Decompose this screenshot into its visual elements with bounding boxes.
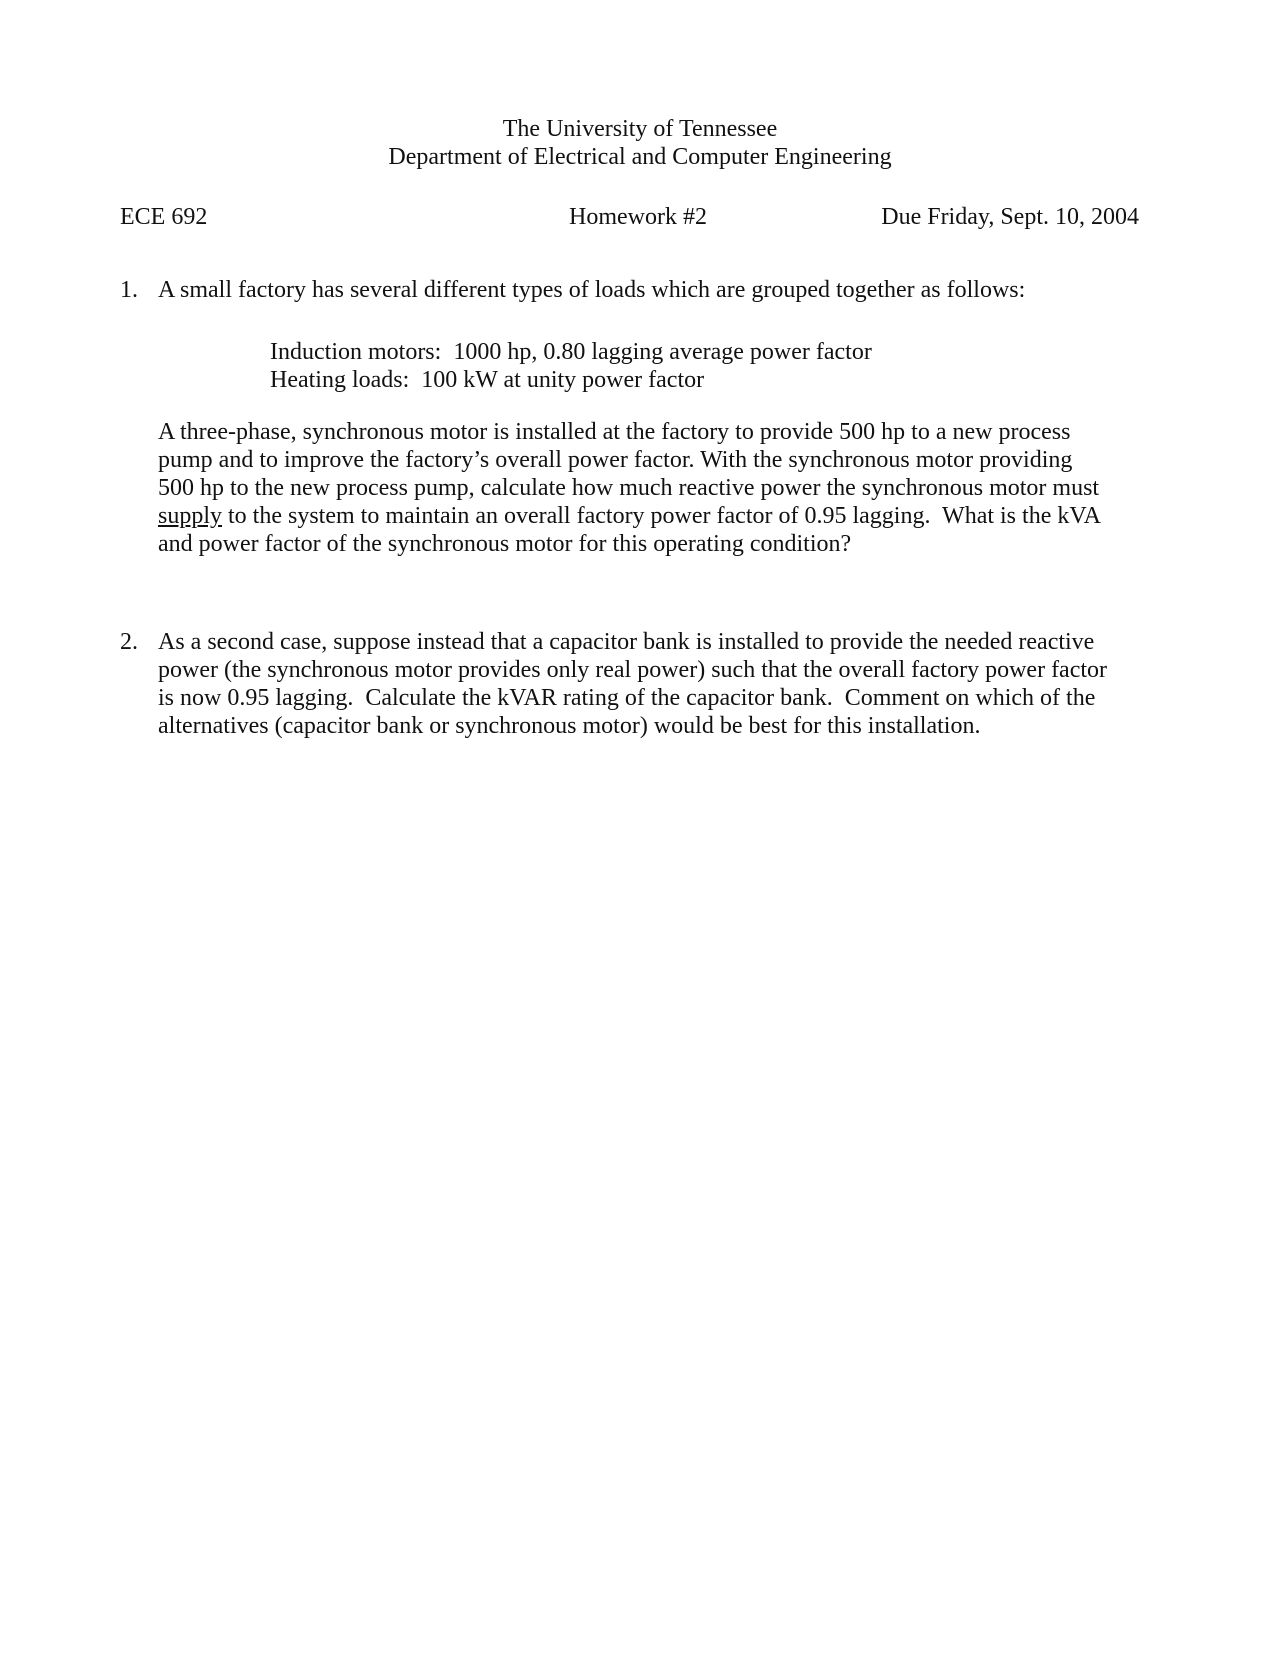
load-item-induction-motors: Induction motors: 1000 hp, 0.80 lagging average power factor bbox=[270, 339, 872, 365]
problem-2-line-2: power (the synchronous motor provides only real power) such that the overall factory power factor bbox=[158, 657, 1108, 683]
university-name: The University of Tennessee bbox=[502, 116, 778, 142]
problem-1 bbox=[120, 276, 1165, 304]
problem-2-body bbox=[158, 628, 1165, 740]
problem-1-line-4 bbox=[158, 502, 1158, 530]
problem-1-line-5: and power factor of the synchronous motor for this operating condition? bbox=[158, 531, 852, 557]
problem-2-line-4: alternatives (capacitor bank or synchronous motor) would be best for this installation. bbox=[158, 713, 981, 739]
problem-2 bbox=[120, 628, 1165, 740]
problem-number: 2. bbox=[120, 629, 138, 655]
problem-number: 1. bbox=[120, 277, 138, 303]
load-item-heating-loads: Heating loads: 100 kW at unity power factor bbox=[270, 367, 705, 393]
department-name: Department of Electrical and Computer Engineering bbox=[388, 144, 892, 170]
problem-2-line-1: As a second case, suppose instead that a capacitor bank is installed to provide the needed reactive bbox=[158, 629, 1095, 655]
problem-1-line-2: pump and to improve the factory’s overall power factor. With the synchronous motor providing bbox=[158, 447, 1073, 473]
load-list bbox=[270, 338, 872, 394]
problem-1-line-1: A three-phase, synchronous motor is installed at the factory to provide 500 hp to a new process bbox=[158, 419, 1071, 445]
problem-1-line-3: 500 hp to the new process pump, calculate how much reactive power the synchronous motor must bbox=[158, 475, 1100, 501]
course-code: ECE 692 bbox=[120, 204, 208, 230]
due-date: Due Friday, Sept. 10, 2004 bbox=[881, 204, 1139, 230]
document-header bbox=[0, 115, 1280, 171]
problem-1-line-4-rest: to the system to maintain an overall factory power factor of 0.95 lagging. What is the kVA bbox=[222, 503, 1101, 529]
problem-intro: A small factory has several different types of loads which are grouped together as follows: bbox=[158, 277, 1026, 303]
problem-1-body bbox=[158, 418, 1158, 558]
course-info-row bbox=[0, 203, 1280, 231]
underlined-word-supply: supply bbox=[158, 503, 223, 529]
assignment-title: Homework #2 bbox=[569, 204, 707, 230]
problem-2-line-3: is now 0.95 lagging. Calculate the kVAR rating of the capacitor bank. Comment on which of the bbox=[158, 685, 1096, 711]
